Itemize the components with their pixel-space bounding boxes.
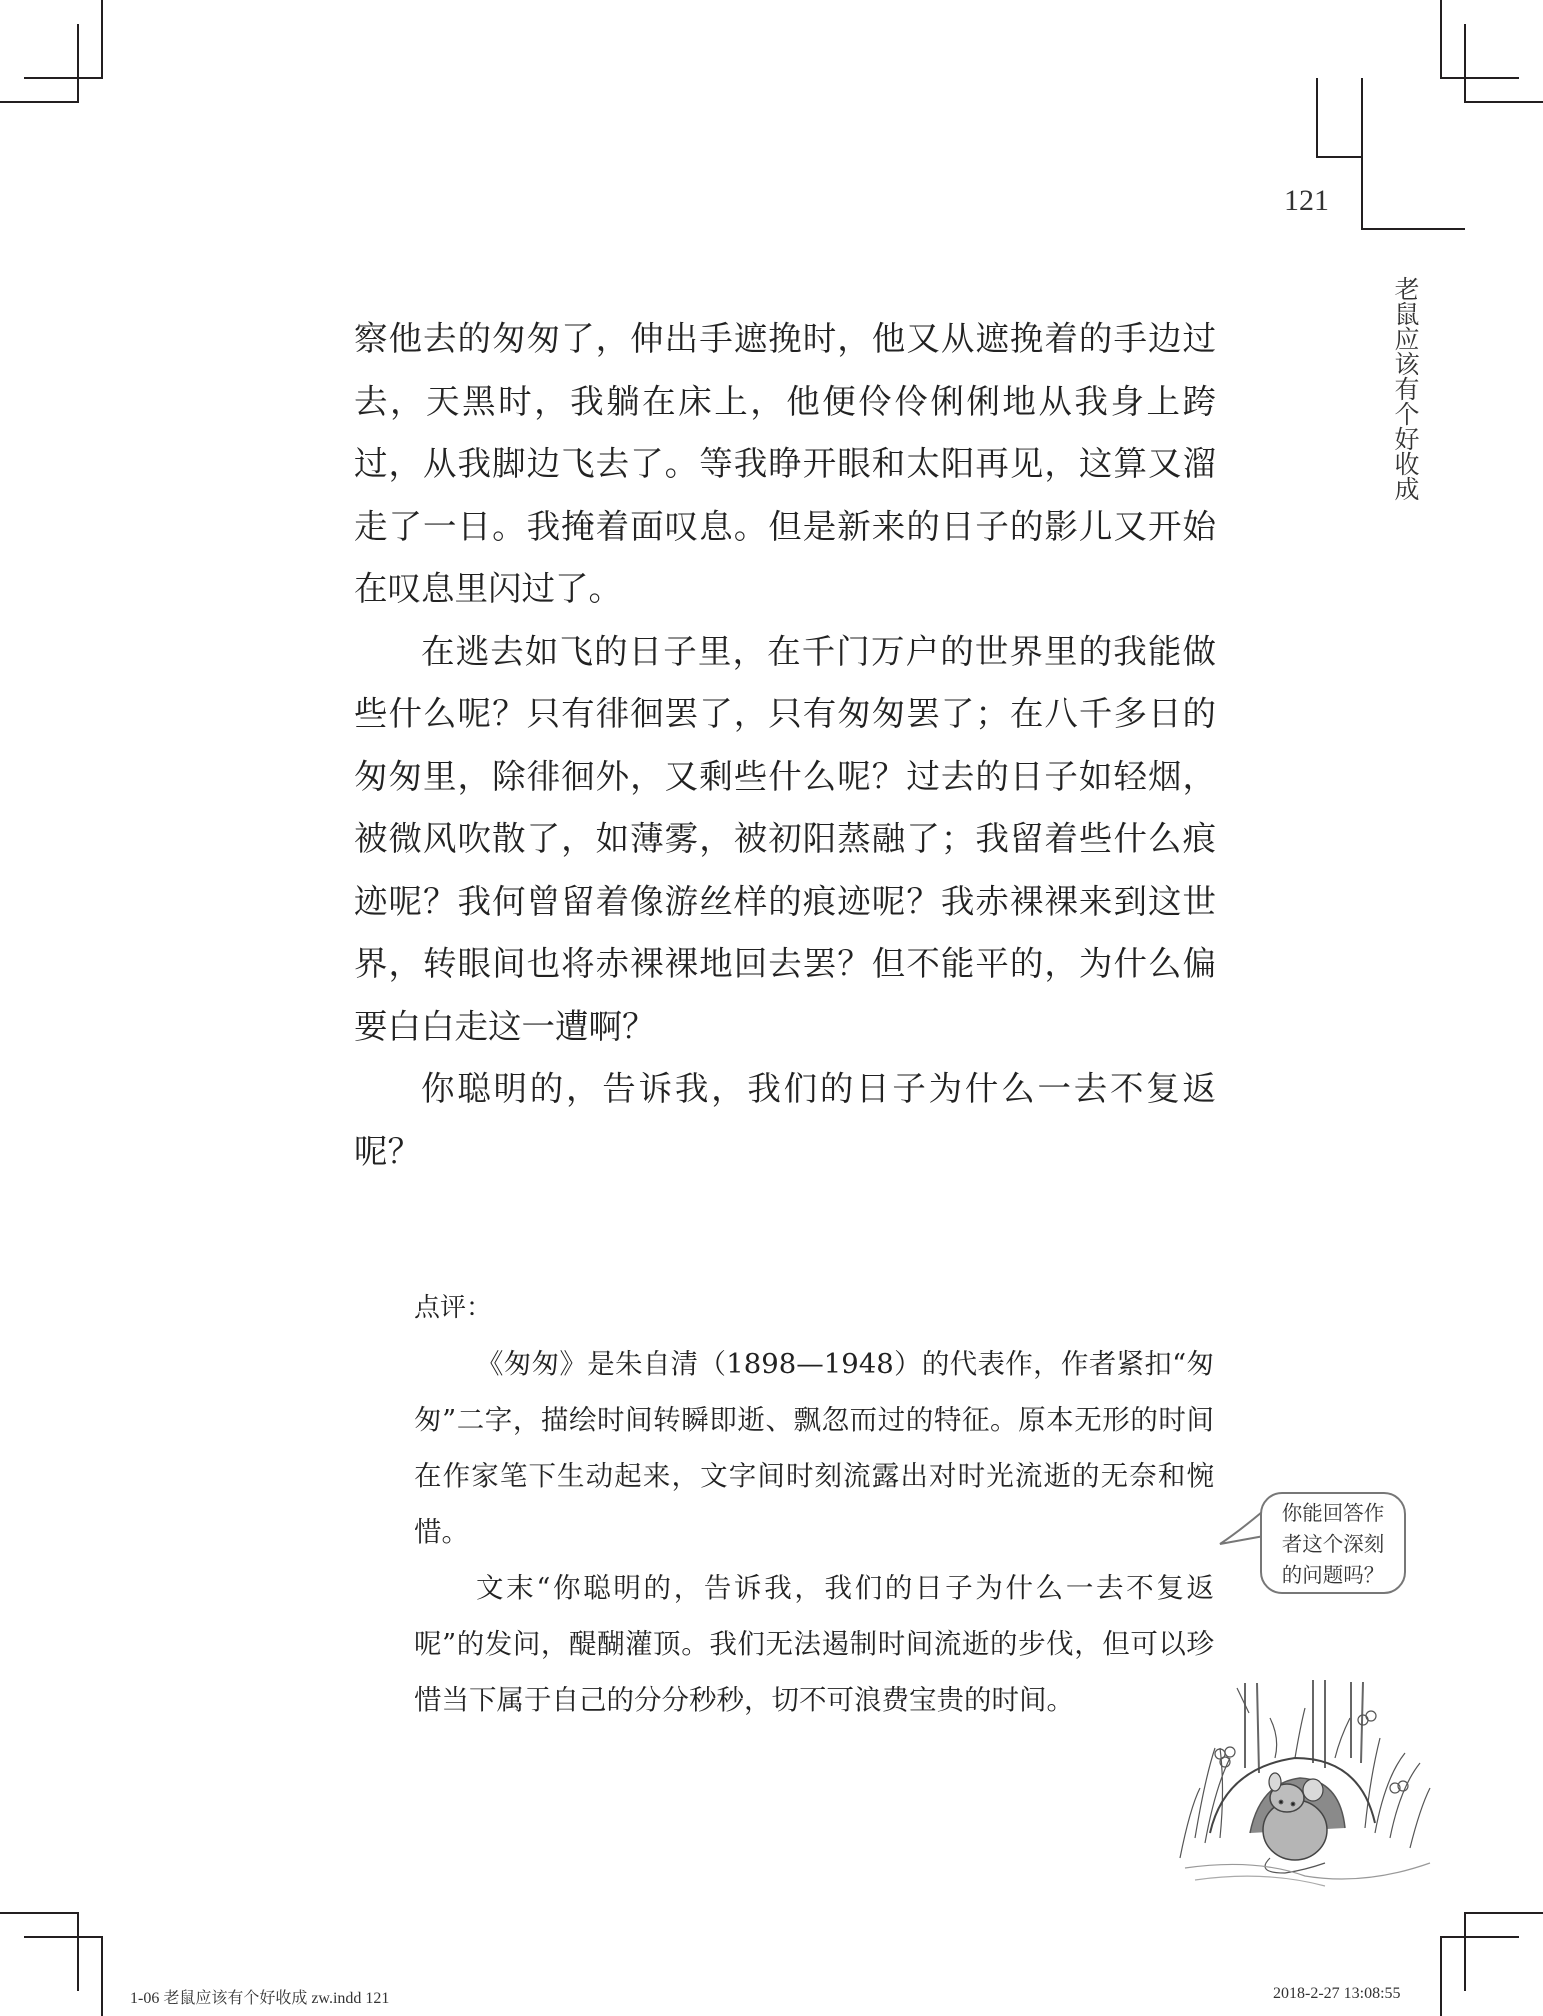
crop-line <box>1464 1912 1543 1914</box>
file-info: 1-06 老鼠应该有个好收成 zw.indd 121 <box>130 1990 390 2007</box>
commentary-heading: 点评： <box>414 1293 493 1323</box>
print-timestamp: 2018-2-27 13:08:55 <box>1273 1985 1401 2002</box>
body-paragraph: 在逃去如飞的日子里，在千门万户的世界里的我能做些什么呢？只有徘徊罢了，只有匆匆罢了；在八千多日的匆匆里，除徘徊外，又剩些什么呢？过去的日子如轻烟，被微风吹散了，如薄雾，被初阳蒸融了；我留着些什么痕迹呢？我何曾留着像游丝样的痕迹呢？我赤裸裸来到这世界，转眼间也将赤裸裸地回去罢？但不能平的，为什么偏要白白走这一遭啊？ <box>354 631 1216 1046</box>
body-paragraph: 你聪明的，告诉我，我们的日子为什么一去不复返呢？ <box>354 1069 1216 1171</box>
page-number: 121 <box>1284 184 1329 217</box>
commentary <box>414 1280 1214 1728</box>
crop-line <box>1464 1912 1466 1991</box>
body-text <box>354 308 1216 1183</box>
speech-bubble-line: 的问题吗？ <box>1281 1563 1385 1587</box>
crop-line <box>77 1912 79 1991</box>
crop-line <box>1464 101 1543 103</box>
crop-line <box>1440 0 1442 79</box>
crop-line <box>0 1912 79 1914</box>
speech-bubble-line: 者这个深刻 <box>1281 1532 1385 1556</box>
body-paragraph: 察他去的匆匆了，伸出手遮挽时，他又从遮挽着的手边过去，天黑时，我躺在床上，他便伶伶俐俐地从我身上跨过，从我脚边飞去了。等我睁开眼和太阳再见，这算又溜走了一日。我掩着面叹息。但是新来的日子的影儿又开始在叹息里闪过了。 <box>354 319 1216 608</box>
mouse-illustration-icon <box>1175 1658 1437 1890</box>
crop-line <box>24 1936 103 1938</box>
crop-line <box>0 101 79 103</box>
crop-line <box>1440 77 1519 79</box>
crop-line <box>24 77 103 79</box>
speech-bubble-line: 你能回答作 <box>1281 1501 1385 1525</box>
crop-line <box>1440 1936 1442 2016</box>
crop-line <box>101 1936 103 2016</box>
commentary-paragraph: 文末“你聪明的，告诉我，我们的日子为什么一去不复返呢”的发问，醍醐灌顶。我们无法遏制时间流逝的步伐，但可以珍惜当下属于自己的分分秒秒，切不可浪费宝贵的时间。 <box>414 1572 1214 1716</box>
crop-line <box>77 24 79 103</box>
crop-line <box>101 0 103 79</box>
crop-line <box>1464 24 1466 103</box>
bracket-line <box>1361 228 1465 230</box>
bracket-line <box>1316 78 1318 158</box>
speech-bubble <box>1260 1492 1406 1594</box>
bracket-line <box>1316 156 1363 158</box>
bracket-line <box>1361 78 1363 230</box>
crop-line <box>1440 1936 1519 1938</box>
running-title: 老鼠应该有个好收成 <box>1391 276 1420 501</box>
commentary-paragraph: 《匆匆》是朱自清（1898—1948）的代表作，作者紧扣“匆匆”二字，描绘时间转瞬即逝、飘忽而过的特征。原本无形的时间在作家笔下生动起来，文字间时刻流露出对时光流逝的无奈和惋惜。 <box>414 1348 1214 1548</box>
